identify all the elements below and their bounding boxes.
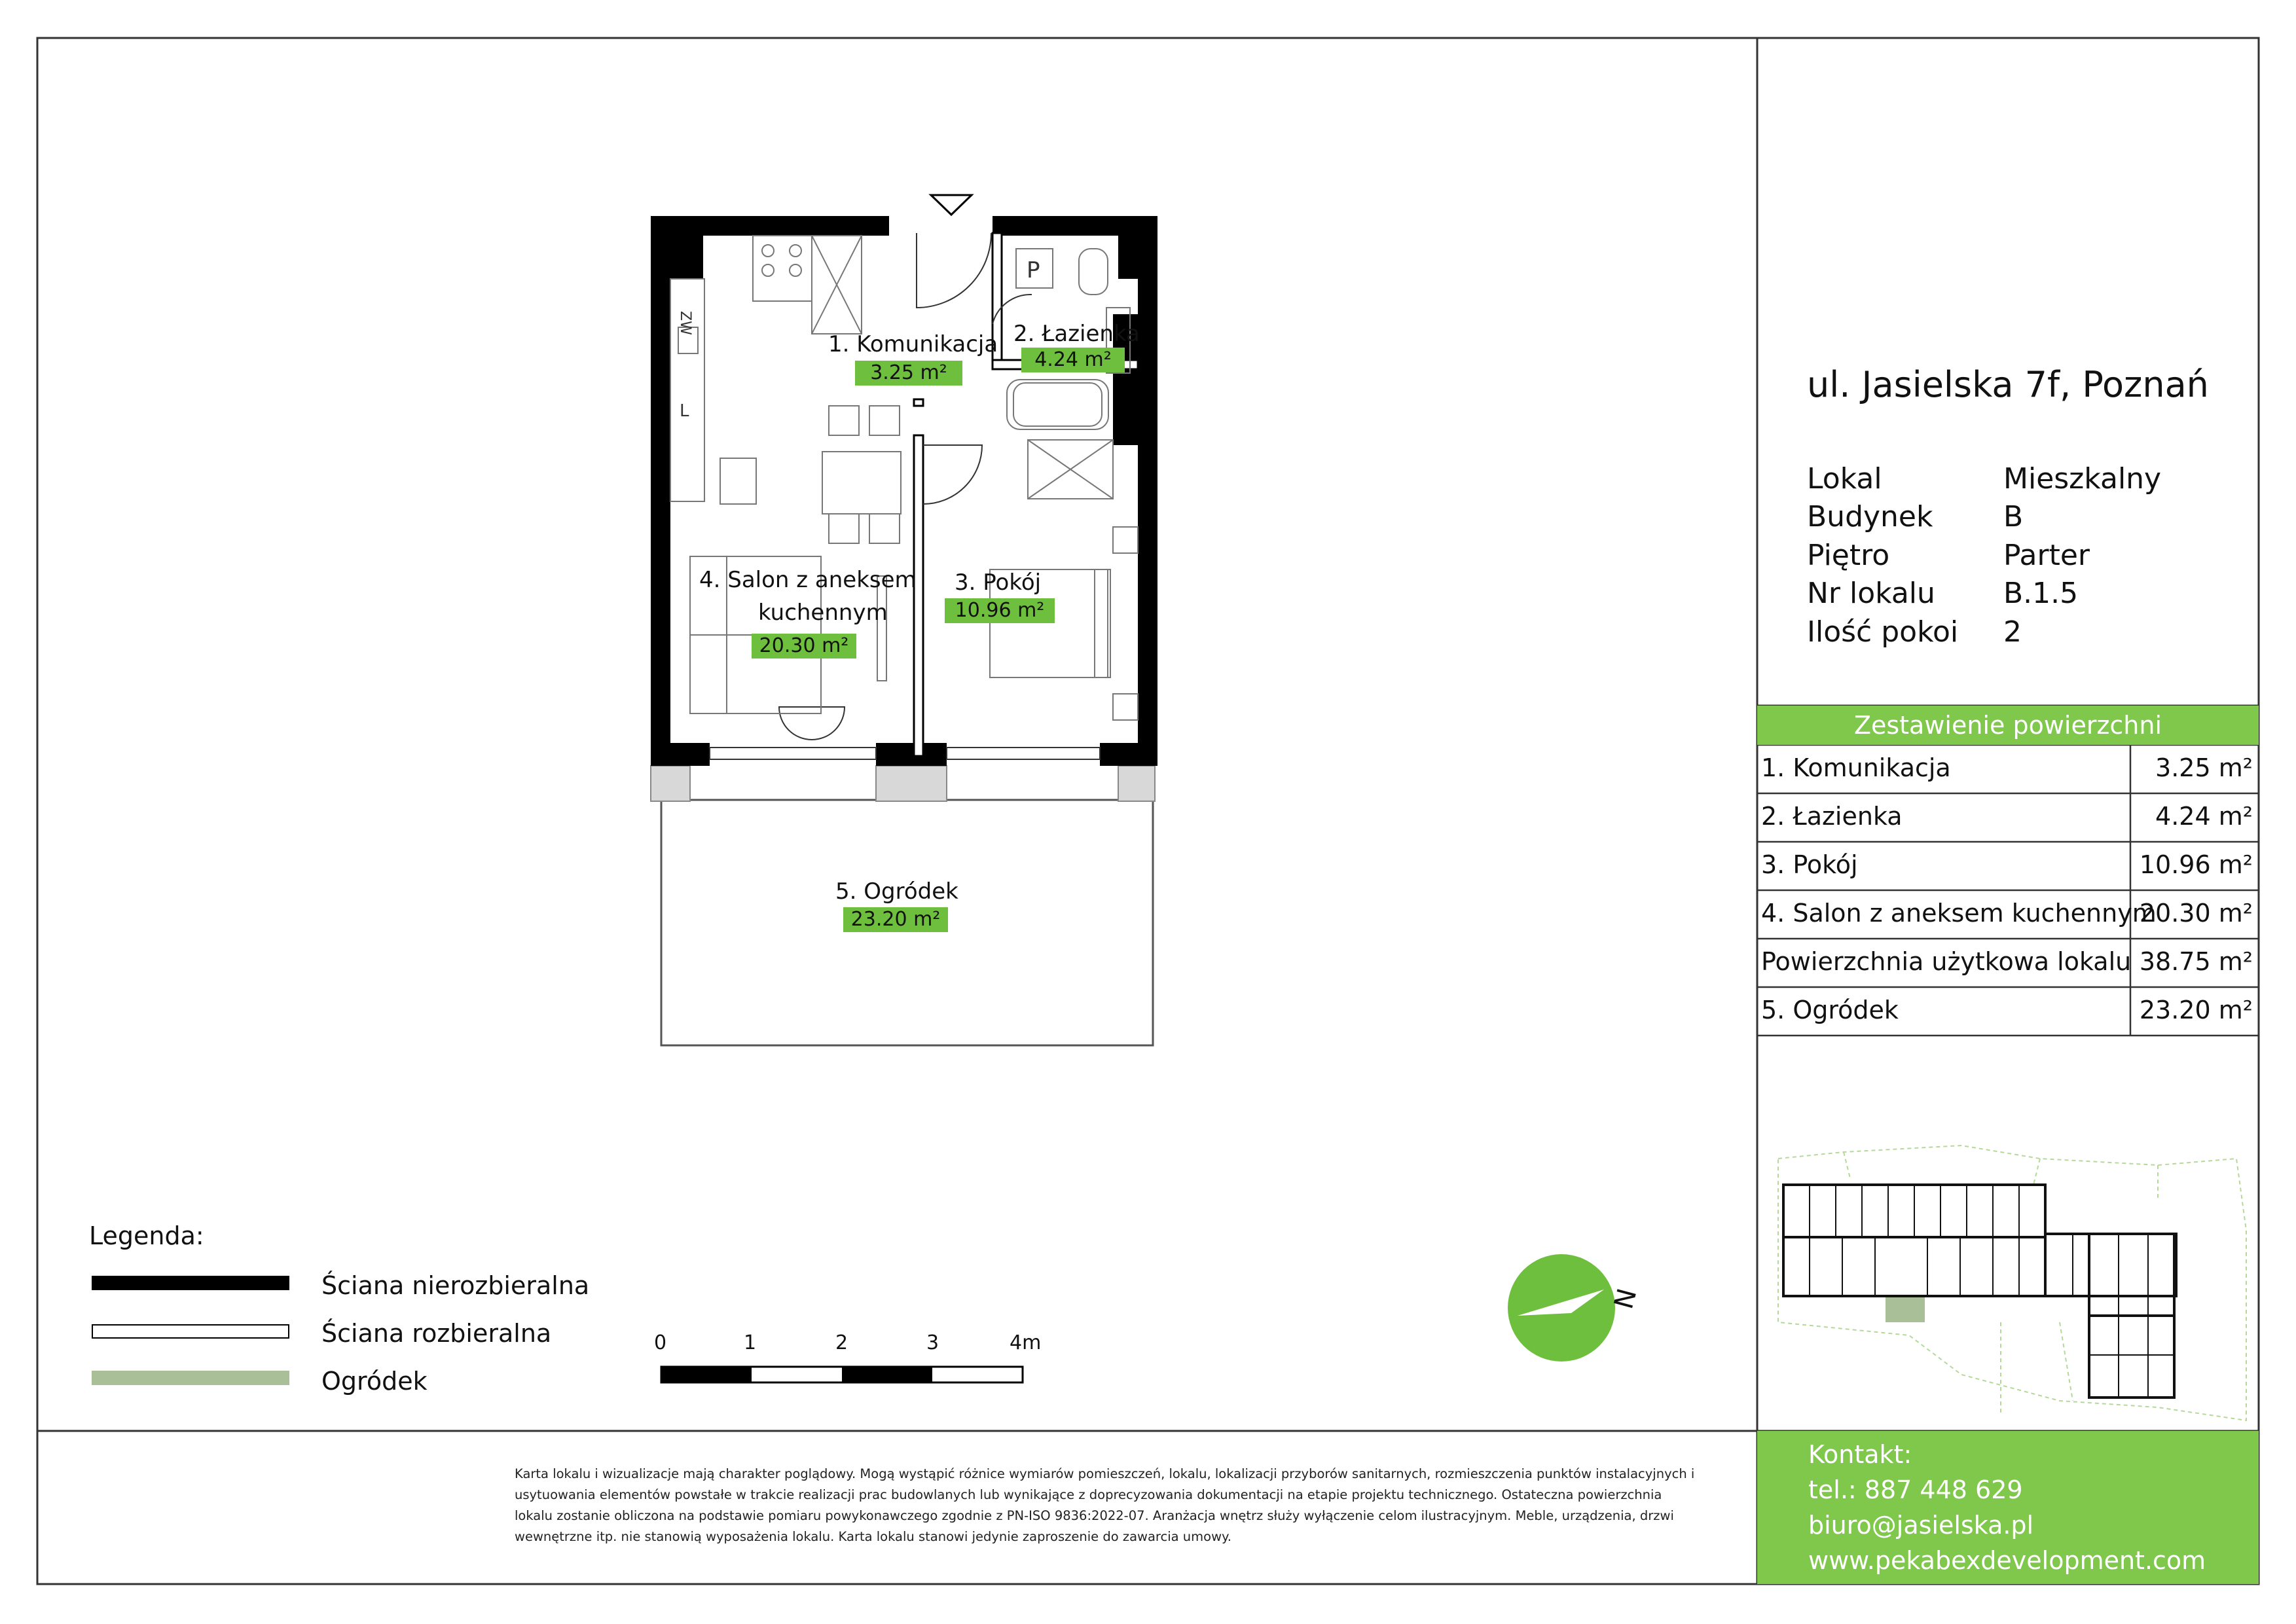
legend-swatch-nonremovable-wall	[92, 1276, 289, 1290]
foundation-hatch	[651, 766, 1155, 801]
scale-tick: 4m	[1010, 1331, 1042, 1354]
room-name-pokoj: 3. Pokój	[955, 569, 1042, 596]
contact-phone[interactable]: tel.: 887 448 629	[1808, 1475, 2023, 1504]
contact-panel	[1757, 1431, 2259, 1584]
legend-swatch-garden	[92, 1371, 289, 1385]
address-title: ul. Jasielska 7f, Poznań	[1807, 364, 2209, 405]
info-value-lokal: Mieszkalny	[2003, 462, 2162, 496]
info-value-budynek: B	[2003, 500, 2024, 533]
scale-bar	[660, 1365, 1027, 1385]
summary-title: Zestawienie powierzchni	[1757, 706, 2259, 745]
room-name-komunikacja: 1. Komunikacja	[828, 331, 998, 357]
summary-row-area: 20.30 m²	[2139, 899, 2253, 928]
room-name-salon-line2: kuchennym	[758, 600, 888, 626]
room-area-salon: 20.30 m²	[752, 634, 856, 659]
legend-label-garden: Ogródek	[321, 1367, 428, 1396]
fridge-label: L	[680, 401, 689, 421]
info-key-nr-lokalu: Nr lokalu	[1807, 577, 1935, 610]
summary-row-name: 4. Salon z aneksem kuchennym	[1761, 899, 2157, 928]
summary-row-area: 10.96 m²	[2139, 850, 2253, 879]
entrance-marker	[931, 195, 972, 215]
compass-north-label: N	[1609, 1285, 1643, 1312]
info-value-pietro: Parter	[2003, 539, 2090, 572]
scale-tick: 0	[654, 1331, 667, 1354]
info-key-pietro: Piętro	[1807, 539, 1890, 572]
info-key-budynek: Budynek	[1807, 500, 1933, 533]
legend-swatch-removable-wall	[92, 1324, 289, 1339]
summary-row-area: 4.24 m²	[2155, 802, 2253, 831]
summary-row-name: 2. Łazienka	[1761, 802, 1903, 831]
summary-row-name: 3. Pokój	[1761, 850, 1858, 879]
summary-row-name: Powierzchnia użytkowa lokalu	[1761, 947, 2132, 976]
room-area-komunikacja: 3.25 m²	[855, 361, 962, 386]
info-value-ilosc-pokoi: 2	[2003, 615, 2022, 649]
room-name-salon-line1: 4. Salon z aneksem	[699, 567, 917, 593]
contact-email[interactable]: biuro@jasielska.pl	[1808, 1511, 2034, 1540]
summary-row-area: 3.25 m²	[2155, 753, 2253, 782]
contact-website[interactable]: www.pekabexdevelopment.com	[1808, 1546, 2206, 1575]
summary-row-area: 23.20 m²	[2139, 996, 2253, 1024]
summary-row-area: 38.75 m²	[2139, 947, 2253, 976]
scale-tick: 2	[835, 1331, 848, 1354]
room-area-lazienka: 4.24 m²	[1021, 348, 1125, 372]
room-area-pokoj: 10.96 m²	[945, 598, 1055, 623]
disclaimer-text: Karta lokalu i wizualizacje mają charakter poglądowy. Mogą wystąpić różnice wymiarów pomieszczeń, lokalu, lokalizacji przyborów sanitarnych, rozmieszczenia punktów instalacyjnych i usytuowania elementów powstałe w trakcie realizacji prac budowlanych lub wynikające z doprecyzowania dokumentacji na etapie projektu technicznego. Ostateczna powierzchnia lokalu zostanie obliczona na podstawie pomiaru powykonawczego zgodnie z PN-ISO 9836:2022-07. Aranżacja wnętrz służy wyłączenie celom ilustracyjnym. Meble, urządzenia, drzwi wewnętrzne itp. nie stanowią wyposażenia lokalu. Karta lokalu stanowi jedynie zaproszenie do zawarcia umowy.	[515, 1466, 1695, 1544]
scale-tick: 1	[744, 1331, 757, 1354]
shaft-label: P	[1027, 257, 1040, 283]
legend-label-removable-wall: Ściana rozbieralna	[321, 1319, 552, 1348]
legend-title: Legenda:	[89, 1221, 204, 1250]
washer-label: ZW	[677, 311, 693, 335]
legend-label-nonremovable-wall: Ściana nierozbieralna	[321, 1271, 590, 1300]
room-area-ogrodek: 23.20 m²	[843, 907, 948, 932]
info-key-ilosc-pokoi: Ilość pokoi	[1807, 615, 1959, 649]
scale-tick: 3	[926, 1331, 939, 1354]
room-name-ogrodek: 5. Ogródek	[835, 878, 958, 905]
compass	[1506, 1250, 1650, 1375]
info-value-nr-lokalu: B.1.5	[2003, 577, 2079, 610]
building-key-plan	[1765, 1139, 2256, 1427]
room-name-lazienka: 2. Łazienka	[1013, 321, 1140, 347]
summary-row-name: 5. Ogródek	[1761, 996, 1899, 1024]
contact-title: Kontakt:	[1808, 1440, 1912, 1469]
summary-row-name: 1. Komunikacja	[1761, 753, 1951, 782]
info-key-lokal: Lokal	[1807, 462, 1882, 496]
